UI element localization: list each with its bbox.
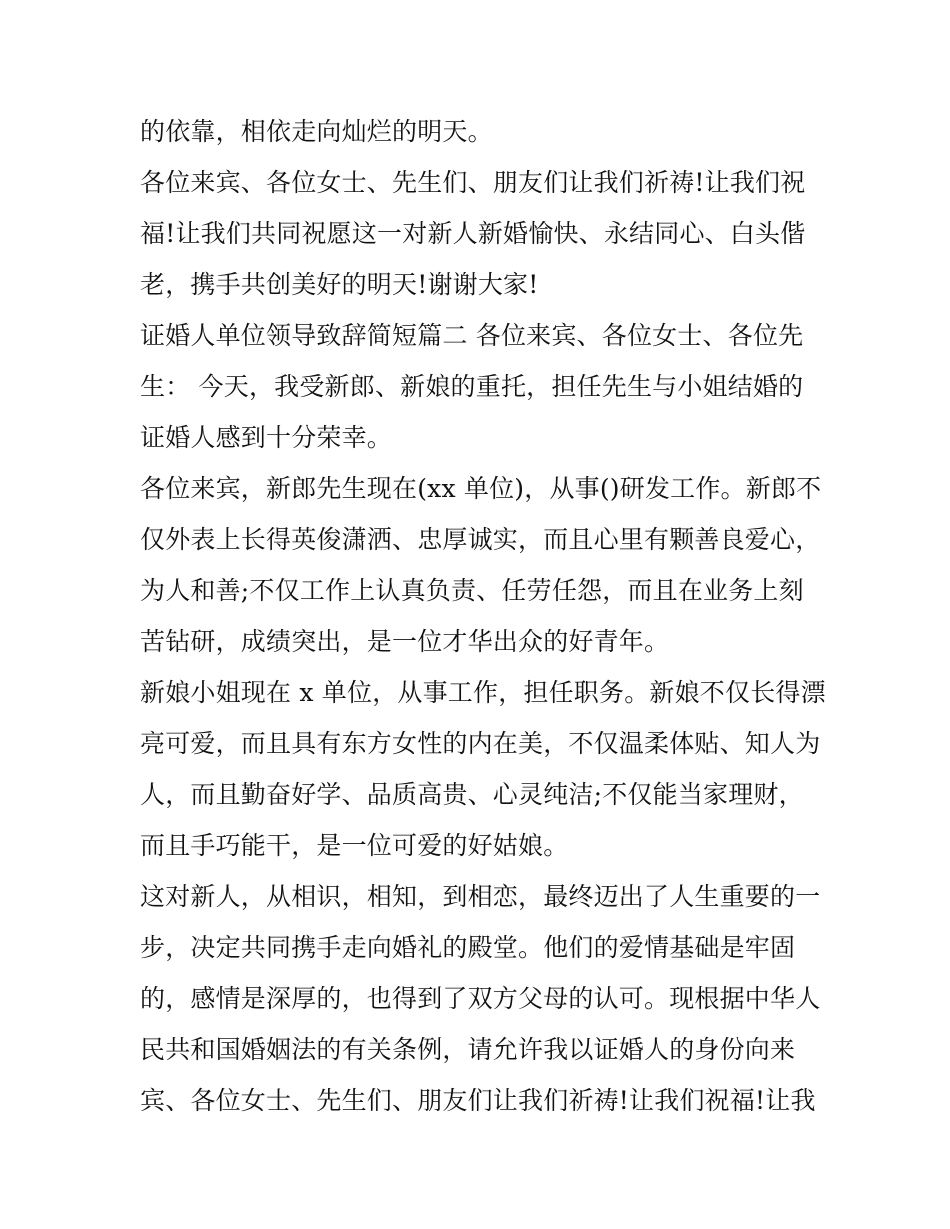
text-line: 亮可爱，而且具有东方女性的内在美，不仅温柔体贴、知人为 [140,729,821,758]
text-line: 新娘小姐现在 x 单位，从事工作，担任职务。新娘不仅长得漂 [140,678,826,707]
text-line: 宾、各位女士、先生们、朋友们让我们祈祷!让我们祝福!让我 [140,1086,816,1115]
text-line: 而且手巧能干，是一位可爱的好姑娘。 [140,831,569,860]
text-line: 的依靠，相依走向灿烂的明天。 [140,117,493,146]
text-line: 福!让我们共同祝愿这一对新人新婚愉快、永结同心、白头偕 [140,219,806,248]
text-line: 老，携手共创美好的明天!谢谢大家! [140,270,539,299]
text-line: 步，决定共同携手走向婚礼的殿堂。他们的爱情基础是牢固 [140,933,796,962]
text-line: 为人和善;不仅工作上认真负责、任劳任怨，而且在业务上刻 [140,576,804,605]
text-line: 这对新人，从相识，相知，到相恋，最终迈出了人生重要的一 [140,882,821,911]
body-text [140,106,826,1126]
text-line: 各位来宾，新郎先生现在(xx 单位)，从事()研发工作。新郎不 [140,474,822,503]
text-line: 生： 今天，我受新郎、新娘的重托，担任先生与小姐结婚的 [140,372,804,401]
text-line: 证婚人感到十分荣幸。 [140,423,393,452]
text-line: 的，感情是深厚的，也得到了双方父母的认可。现根据中华人 [140,984,821,1013]
text-line: 各位来宾、各位女士、先生们、朋友们让我们祈祷!让我们祝 [140,168,806,197]
text-line: 人，而且勤奋好学、品质高贵、心灵纯洁;不仅能当家理财， [140,780,804,809]
text-line: 仅外表上长得英俊潇洒、忠厚诚实，而且心里有颗善良爱心， [140,525,821,554]
text-line: 苦钻研，成绩突出，是一位才华出众的好青年。 [140,627,670,656]
section-heading-line: 证婚人单位领导致辞简短篇二 各位来宾、各位女士、各位先 [140,321,804,350]
text-line: 民共和国婚姻法的有关条例，请允许我以证婚人的身份向来 [140,1035,796,1064]
